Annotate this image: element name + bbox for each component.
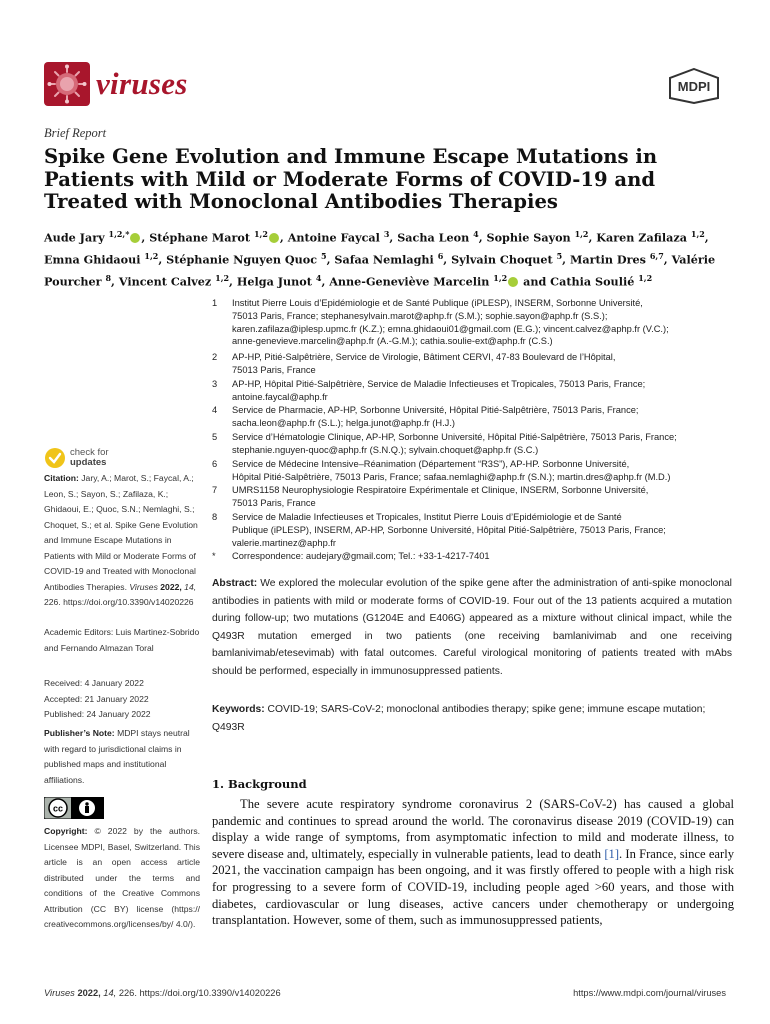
mdpi-logo-text: MDPI bbox=[677, 79, 711, 94]
affiliation-text: Institut Pierre Louis d’Epidémiologie et de Santé Publique (iPLESP), INSERM, Sorbonne Université, 75013 Paris, France; stephanesylvain.marot@aphp.fr (S.M.); sophie.sayon@aphp.fr (S.S.); karen.zafilaza@iplesp.upmc.fr (K.Z.); emna.ghidaoui01@gmail.com (E.G.); vincent.calvez@aphp.fr (V.C.); anne-genevieve.marcelin@aphp.fr (A.-G.M.); cathia.soulie-ext@aphp.fr (C.S.) bbox=[232, 298, 669, 347]
author-affiliation-sup: 8 bbox=[105, 273, 112, 284]
keywords-text: COVID-19; SARS-CoV-2; monoclonal antibodies therapy; spike gene; immune escape mutation; Q493R bbox=[212, 704, 706, 733]
author-affiliation-sup: 3 bbox=[383, 229, 390, 239]
affiliation-text: Service de Pharmacie, AP-HP, Sorbonne Université, Hôpital Pitié-Salpêtrière, 75013 Paris, France; sacha.leon@aphp.fr (S.L.); helga.junot@aphp.fr (H.J.) bbox=[232, 405, 639, 428]
author-affiliation-sup: 1,2 bbox=[215, 273, 230, 284]
publisher-note-text: MDPI stays neutral with regard to jurisdictional claims in published maps and institutional affiliations. bbox=[44, 728, 190, 785]
journal-logo[interactable] bbox=[44, 62, 188, 106]
check-updates-icon bbox=[44, 447, 66, 469]
author-affiliation-sup: 5 bbox=[320, 251, 327, 262]
author-affiliation-sup: 1,2 bbox=[253, 229, 268, 239]
affiliation-item bbox=[212, 378, 732, 404]
author-conjunction: and bbox=[519, 275, 551, 290]
author-affiliation-sup: 4 bbox=[473, 229, 479, 239]
affiliation-text: Service de Médecine Intensive–Réanimation (Département “R3S”), AP-HP. Sorbonne Université, Hôpital Pitié-Salpêtrière, 75013 Paris, France; safaa.nemlaghi@aphp.fr (S.N.); martin.dres@aphp.fr (M.D.) bbox=[232, 459, 671, 482]
author-name[interactable]: Stéphane Marot bbox=[149, 230, 251, 245]
affiliation-item bbox=[212, 351, 732, 377]
citation-page: 226. bbox=[44, 597, 61, 607]
citation-text: Jary, A.; Marot, S.; Faycal, A.; Leon, S.; Sayon, S.; Zafilaza, K.; Ghidaoui, E.; Quoc, S.N.; Nemlaghi, S.; Choquet, S.; et al. Spike Gene Evolution and Immune Escape Mutations in Patients with Mild or Moderate Forms of COVID-19 and Treated with Monoclonal Antibodies Therapies. bbox=[44, 473, 198, 592]
citation-volume: 14, bbox=[184, 581, 197, 592]
article-type: Brief Report bbox=[44, 126, 107, 140]
affiliation-text: Service de Maladie Infectieuses et Tropicales, Institut Pierre Louis d’Epidémiologie et de Santé Publique (iPLESP), INSERM, AP-HP, Sorbonne Université, Hôpital Pitié-Salpêtrière, 75013 Paris, France; valerie.martinez@aphp.fr bbox=[232, 512, 666, 548]
citation-doi-link[interactable]: https://doi.org/10.3390/v14020226 bbox=[63, 597, 194, 607]
footer-doi[interactable]: 226. https://doi.org/10.3390/v14020226 bbox=[118, 988, 281, 998]
citation-label: Citation: bbox=[44, 473, 79, 483]
affiliation-item bbox=[212, 431, 732, 457]
author-name[interactable]: Sylvain Choquet bbox=[451, 252, 553, 267]
author-name[interactable]: Sophie Sayon bbox=[486, 230, 571, 245]
affiliation-number: 7 bbox=[212, 485, 218, 495]
reference-link[interactable]: [1] bbox=[604, 846, 620, 861]
author-affiliation-sup: 1,2 bbox=[690, 229, 705, 239]
abstract-label: Abstract: bbox=[212, 578, 258, 589]
affiliation-text: AP-HP, Pitié-Salpêtrière, Service de Virologie, Bâtiment CERVI, 47-83 Boulevard de l’Hôpital, 75013 Paris, France bbox=[232, 352, 616, 375]
affiliation-number: 2 bbox=[212, 352, 218, 362]
affiliation-number: 8 bbox=[212, 512, 218, 522]
affiliation-text: AP-HP, Hôpital Pitié-Salpêtrière, Service de Maladie Infectieuses et Tropicales, 75013 Paris, France; antoine.faycal@aphp.fr bbox=[232, 379, 646, 402]
section-body bbox=[212, 796, 734, 929]
date-published: Published: 24 January 2022 bbox=[44, 709, 151, 719]
orcid-icon[interactable] bbox=[508, 277, 518, 287]
check-updates-line2: updates bbox=[70, 457, 107, 468]
affiliation-number: * bbox=[212, 551, 216, 561]
author-name[interactable]: Vincent Calvez bbox=[118, 275, 212, 290]
editors-names: Luis Martinez-Sobrido and Fernando Almazan Toral bbox=[44, 627, 200, 653]
author-name[interactable]: Cathia Soulié bbox=[550, 275, 635, 290]
check-updates-line1: check for bbox=[70, 447, 109, 458]
footer-journal: Viruses bbox=[44, 988, 75, 998]
footer-year: 2022, bbox=[77, 988, 101, 998]
abstract-text: We explored the molecular evolution of the spike gene after the administration of anti-spike monoclonal antibodies in patients with mild or moderate forms of COVID-19. Four out of the 13 patients acquired a mutation during follow-up; two mutations (G1204E and E406G) appeared as a mixture without clinical impact, while the Q493R mutation emerged in two patients (one receiving bamlanivimab and one receiving bamlanivimab/etesevimab) with fatal outcomes. Careful virological monitoring of patients treated with mAbs should be performed, especially in immunosuppressed patients. bbox=[212, 578, 732, 677]
copyright-label: Copyright: bbox=[44, 826, 88, 836]
affiliation-item bbox=[212, 458, 732, 484]
editors-label: Academic Editors: bbox=[44, 627, 114, 637]
date-accepted: Accepted: 21 January 2022 bbox=[44, 693, 149, 704]
author-name[interactable]: Martin Dres bbox=[569, 252, 646, 267]
author-name[interactable]: Karen Zafilaza bbox=[596, 230, 687, 245]
citation-block bbox=[44, 471, 200, 611]
author-affiliation-sup: 6,7 bbox=[649, 251, 664, 262]
affiliation-text: UMRS1158 Neurophysiologie Respiratoire Expérimentale et Clinique, INSERM, Sorbonne Université, 75013 Paris, France bbox=[232, 485, 649, 508]
author-affiliation-sup: 6 bbox=[437, 251, 444, 262]
author-name[interactable]: Anne-Geneviève Marcelin bbox=[329, 275, 490, 290]
affiliation-text: Correspondence: audejary@gmail.com; Tel.: +33-1-4217-7401 bbox=[232, 551, 490, 561]
affiliation-number: 4 bbox=[212, 405, 218, 415]
academic-editors bbox=[44, 625, 200, 656]
abstract bbox=[212, 575, 732, 680]
body-text-part1: The severe acute respiratory syndrome coronavirus 2 (SARS-CoV-2) has caused a global pandemic and continues to spread around the world. The coronavirus disease 2019 (COVID-19) can display a wide range of symptoms, from asymptomatic infection to mild and moderate illness, to severe disease and, ultimately, especially in vulnerable patients, lead to death bbox=[212, 797, 734, 861]
publisher-note-label: Publisher’s Note: bbox=[44, 728, 115, 738]
journal-name: viruses bbox=[96, 66, 188, 101]
author-affiliation-sup: 4 bbox=[315, 273, 322, 284]
affiliation-number: 6 bbox=[212, 459, 218, 469]
dates-block bbox=[44, 676, 200, 723]
author-name[interactable]: Valérie Pourcher bbox=[44, 252, 716, 290]
citation-journal: Viruses bbox=[129, 581, 158, 592]
affiliation-item bbox=[212, 550, 732, 563]
article-title: Spike Gene Evolution and Immune Escape Mutations in Patients with Mild or Moderate Forms of COVID-19 and Treated with Monoclonal Antibodies Therapies bbox=[44, 145, 658, 213]
copyright-text: © 2022 by the authors. Licensee MDPI, Basel, Switzerland. This article is an open access article distributed under the terms and conditions of the Creative Commons Attribution (CC BY) license (https:// creativecommons.org/licenses/by/ 4.0/). bbox=[44, 826, 201, 929]
keywords bbox=[212, 701, 732, 736]
mdpi-logo-icon[interactable] bbox=[668, 68, 720, 104]
orcid-icon[interactable] bbox=[130, 233, 140, 243]
author-name[interactable]: Stéphanie Nguyen Quoc bbox=[166, 252, 318, 267]
affiliation-item bbox=[212, 404, 732, 430]
author-name[interactable]: Aude Jary bbox=[44, 230, 105, 245]
svg-text:cc: cc bbox=[52, 803, 64, 814]
footer-citation bbox=[44, 988, 281, 998]
author-name[interactable]: Emna Ghidaoui bbox=[44, 252, 141, 267]
affiliation-item bbox=[212, 484, 732, 510]
date-received: Received: 4 January 2022 bbox=[44, 678, 144, 688]
virus-logo-icon bbox=[44, 62, 90, 106]
affiliation-text: Service d’Hématologie Clinique, AP-HP, Sorbonne Université, Hôpital Pitié-Salpêtrière, 75013 Paris, France; stephanie.nguyen-quoc@aphp.fr (S.N.Q.); sylvain.choquet@aphp.fr (S.C.) bbox=[232, 432, 677, 455]
author-affiliation-sup: 5 bbox=[556, 251, 563, 262]
affiliation-item bbox=[212, 511, 732, 549]
body-text-part2: . In France, since early 2021, the vaccination campaign has been ongoing, and it was firstly offered to people with a high risk for progressing to a severe form of COVID-19, including people aged >60 years, and those with diabetes, cardiovascular or lung diseases, active cancers under chemotherapy or undergoing transplantation. However, some of them, such as immunosuppressed patients, bbox=[212, 846, 734, 928]
author-affiliation-sup: 1,2 bbox=[638, 273, 653, 284]
check-for-updates-button[interactable] bbox=[44, 447, 109, 469]
affiliation-number: 1 bbox=[212, 298, 218, 308]
keywords-label: Keywords: bbox=[212, 704, 265, 715]
footer-url[interactable]: https://www.mdpi.com/journal/viruses bbox=[573, 988, 726, 998]
section-heading: 1. Background bbox=[212, 777, 307, 791]
cc-by-icon[interactable] bbox=[44, 797, 104, 819]
footer-volume: 14, bbox=[103, 988, 117, 998]
orcid-icon[interactable] bbox=[269, 233, 279, 243]
author-affiliation-sup: 1,2 bbox=[493, 273, 508, 284]
affiliation-item bbox=[212, 297, 732, 348]
author-affiliation-sup: 1,2,* bbox=[108, 229, 130, 239]
author-affiliation-sup: 1,2 bbox=[574, 229, 589, 239]
author-name[interactable]: Antoine Faycal bbox=[287, 230, 380, 245]
author-list: Aude Jary $^{1,2,*}$ , Stéphane Marot $^{1,2}$ , Antoine Faycal $^3$, Sacha Leon $^4$, Sophie Sayon $^{1,2}$, Karen Zafilaza $^{1,2}$, Emna Ghidaoui $^{1,2}$, Stéphanie Nguyen Quoc $^5$, Safaa Nemlaghi $^6$, Sylvain Choquet $^5$, Martin Dres $^{6,7}$, Valérie Pourcher $^8$, Vincent Calvez $^{1,2}$, Helga Junot $^4$, Anne-Geneviève Marcelin $^{1,2}$ and Cathia Soulié $^{1,2}$ bbox=[44, 229, 716, 290]
author-name[interactable]: Sacha Leon bbox=[397, 230, 470, 245]
affiliation-number: 5 bbox=[212, 432, 218, 442]
author-affiliation-sup: 1,2 bbox=[144, 251, 159, 262]
author-name[interactable]: Safaa Nemlaghi bbox=[334, 252, 434, 267]
author-name[interactable]: Helga Junot bbox=[236, 275, 312, 290]
copyright-block bbox=[44, 824, 200, 933]
citation-year: 2022, bbox=[160, 581, 182, 592]
affiliation-number: 3 bbox=[212, 379, 218, 389]
publisher-note bbox=[44, 726, 200, 788]
